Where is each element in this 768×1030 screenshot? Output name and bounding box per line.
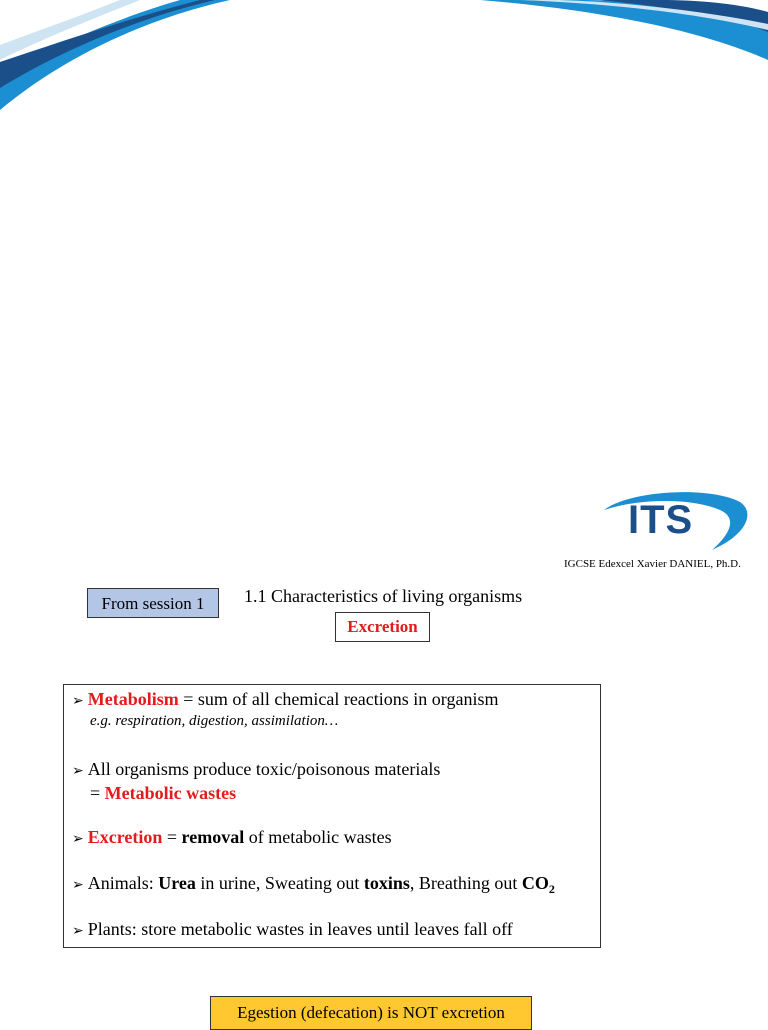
arrow-bullet-icon: ➢ — [72, 693, 84, 709]
animals-mid2: , Breathing out — [409, 873, 522, 893]
content-box — [63, 684, 601, 948]
term-metabolic-wastes: Metabolic wastes — [104, 783, 237, 803]
bullet-plants — [72, 919, 513, 940]
top-banner-decoration — [0, 0, 768, 110]
toxic-materials-text: All organisms produce toxic/poisonous materials — [87, 759, 441, 779]
term-toxins: toxins — [363, 873, 410, 893]
bullet-excretion — [72, 827, 392, 848]
animals-mid1: in urine, Sweating out — [195, 873, 364, 893]
term-urea: Urea — [158, 873, 196, 893]
arrow-bullet-icon: ➢ — [72, 763, 84, 779]
bullet-toxic-materials — [72, 759, 440, 780]
term-metabolism: Metabolism — [87, 689, 179, 709]
arrow-bullet-icon: ➢ — [72, 923, 84, 939]
footer-credit: IGCSE Edexcel Xavier DANIEL, Ph.D. — [564, 558, 741, 570]
metabolism-definition: = sum of all chemical reactions in organism — [178, 689, 499, 709]
arrow-bullet-icon: ➢ — [72, 831, 84, 847]
metabolism-example: e.g. respiration, digestion, assimilation… — [90, 713, 339, 729]
excretion-equals: = — [162, 827, 182, 847]
plants-text: Plants: store metabolic wastes in leaves until leaves fall off — [87, 919, 513, 939]
term-co2: CO — [521, 873, 549, 893]
animals-prefix: Animals: — [87, 873, 159, 893]
arrow-bullet-icon: ➢ — [72, 877, 84, 893]
its-logo-text: ITS — [628, 498, 694, 542]
excretion-definition: of metabolic wastes — [244, 827, 392, 847]
slide-heading: 1.1 Characteristics of living organisms — [244, 586, 523, 606]
egestion-note: Egestion (defecation) is NOT excretion — [210, 996, 532, 1030]
equals-sign: = — [90, 783, 105, 803]
from-session-label: From session 1 — [87, 588, 219, 618]
topic-title: Excretion — [335, 612, 430, 642]
term-removal: removal — [181, 827, 245, 847]
term-excretion: Excretion — [87, 827, 163, 847]
bullet-metabolism — [72, 689, 498, 710]
bullet-animals — [72, 873, 555, 897]
metabolic-wastes-line — [90, 783, 236, 804]
co2-subscript: 2 — [548, 882, 555, 896]
